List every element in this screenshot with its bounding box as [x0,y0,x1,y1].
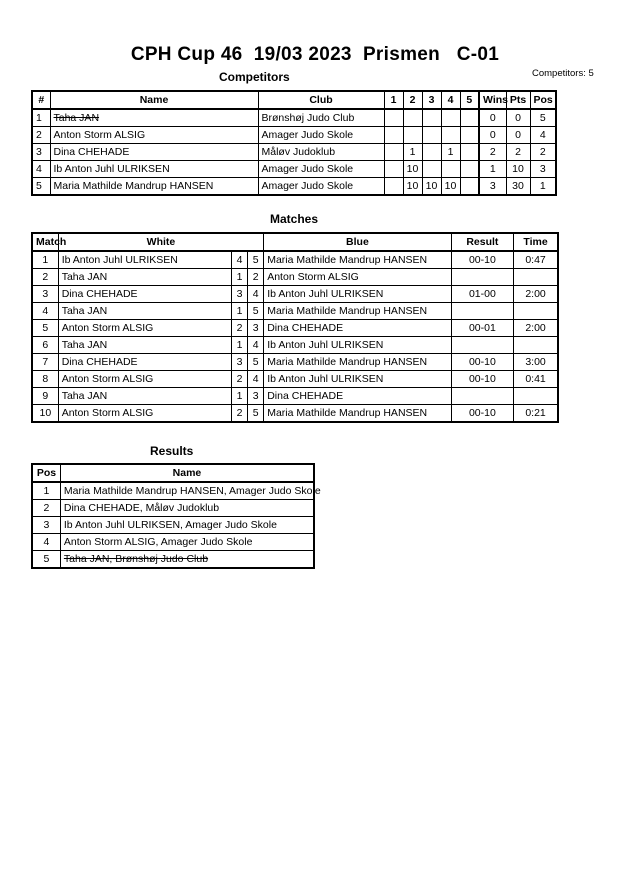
competitor-club: Amager Judo Skole [258,161,384,178]
col-time: Time [514,233,558,251]
white-number: 1 [232,269,248,286]
match-time: 2:00 [514,286,558,303]
white-competitor: Ib Anton Juhl ULRIKSEN [58,251,231,269]
match-row [32,269,558,286]
col-round-5: 5 [460,91,479,109]
white-competitor: Dina CHEHADE [58,354,231,371]
competitor-club: Amager Judo Skole [258,178,384,196]
match-row [32,251,558,269]
match-row [32,371,558,388]
result-pos: 2 [32,500,60,517]
competitor-pos: 2 [530,144,556,161]
competitor-name: Anton Storm ALSIG [50,127,258,144]
white-number: 3 [232,354,248,371]
competitor-num: 5 [32,178,50,196]
match-row [32,354,558,371]
match-row [32,320,558,337]
white-competitor: Anton Storm ALSIG [58,371,231,388]
competitor-wins: 3 [479,178,506,196]
competitor-row [32,109,556,127]
round-score-r2: 10 [403,178,422,196]
result-row [32,534,314,551]
match-number: 7 [32,354,58,371]
competitors-table [31,90,557,196]
white-competitor: Taha JAN [58,303,231,320]
competitor-name: Dina CHEHADE [50,144,258,161]
round-score-r3 [422,144,441,161]
competitor-num: 4 [32,161,50,178]
blue-number: 5 [248,354,264,371]
match-number: 8 [32,371,58,388]
blue-number: 5 [248,405,264,423]
matches-header-row [32,233,558,251]
results-heading: Results [150,444,194,458]
round-score-r2 [403,127,422,144]
matches-table [31,232,559,423]
match-row [32,405,558,423]
blue-competitor: Maria Mathilde Mandrup HANSEN [264,405,451,423]
round-score-r4: 10 [441,178,460,196]
competitor-row [32,127,556,144]
col-result-pos: Pos [32,464,60,482]
col-white: White [58,233,264,251]
competitor-wins: 0 [479,109,506,127]
competitors-count: Competitors: 5 [532,68,594,79]
white-competitor: Taha JAN [58,388,231,405]
round-score-r5 [460,178,479,196]
competitor-wins: 2 [479,144,506,161]
white-number: 1 [232,303,248,320]
white-number: 2 [232,371,248,388]
col-pos: Pos [530,91,556,109]
match-number: 3 [32,286,58,303]
round-score-r5 [460,109,479,127]
blue-competitor: Maria Mathilde Mandrup HANSEN [264,303,451,320]
round-score-r2 [403,109,422,127]
blue-competitor: Ib Anton Juhl ULRIKSEN [264,337,451,354]
col-match: Match [32,233,58,251]
competitor-pts: 30 [506,178,530,196]
result-row [32,500,314,517]
match-result [451,337,513,354]
competitor-pts: 10 [506,161,530,178]
match-time [514,269,558,286]
match-number: 4 [32,303,58,320]
white-competitor: Taha JAN [58,337,231,354]
competitor-name: Taha JAN [50,109,258,127]
matches-heading: Matches [270,212,319,226]
competitor-club: Måløv Judoklub [258,144,384,161]
col-blue: Blue [264,233,451,251]
match-row [32,388,558,405]
competitor-num: 3 [32,144,50,161]
result-row [32,482,314,500]
blue-competitor: Anton Storm ALSIG [264,269,451,286]
competitor-pos: 5 [530,109,556,127]
white-competitor: Dina CHEHADE [58,286,231,303]
match-time: 0:41 [514,371,558,388]
result-name: Ib Anton Juhl ULRIKSEN, Amager Judo Skole [60,517,314,534]
competitor-num: 1 [32,109,50,127]
white-number: 2 [232,405,248,423]
col-round-4: 4 [441,91,460,109]
competitor-club: Brønshøj Judo Club [258,109,384,127]
match-number: 9 [32,388,58,405]
result-pos: 1 [32,482,60,500]
match-time [514,337,558,354]
blue-number: 5 [248,303,264,320]
blue-number: 4 [248,371,264,388]
match-row [32,303,558,320]
round-score-r1 [384,109,403,127]
blue-competitor: Maria Mathilde Mandrup HANSEN [264,251,451,269]
match-time [514,303,558,320]
round-score-r5 [460,161,479,178]
competitor-pts: 0 [506,127,530,144]
col-wins: Wins [479,91,506,109]
competitor-club: Amager Judo Skole [258,127,384,144]
col-result: Result [451,233,513,251]
competitors-heading: Competitors [219,70,290,84]
round-score-r1 [384,161,403,178]
round-score-r4 [441,161,460,178]
competitor-pts: 2 [506,144,530,161]
col-round-3: 3 [422,91,441,109]
round-score-r1 [384,178,403,196]
competitor-row [32,161,556,178]
white-number: 4 [232,251,248,269]
result-name: Anton Storm ALSIG, Amager Judo Skole [60,534,314,551]
col-club: Club [258,91,384,109]
result-name: Taha JAN, Brønshøj Judo Club [60,551,314,569]
competitor-name: Ib Anton Juhl ULRIKSEN [50,161,258,178]
match-result: 00-10 [451,354,513,371]
result-pos: 4 [32,534,60,551]
result-row [32,551,314,569]
col-result-name: Name [60,464,314,482]
match-result: 00-10 [451,251,513,269]
results-header-row [32,464,314,482]
result-pos: 3 [32,517,60,534]
competitor-pos: 3 [530,161,556,178]
blue-competitor: Maria Mathilde Mandrup HANSEN [264,354,451,371]
competitor-pos: 1 [530,178,556,196]
round-score-r3 [422,127,441,144]
blue-competitor: Ib Anton Juhl ULRIKSEN [264,371,451,388]
round-score-r4: 1 [441,144,460,161]
match-result: 00-10 [451,405,513,423]
match-row [32,337,558,354]
competitors-header-row [32,91,556,109]
match-number: 2 [32,269,58,286]
blue-number: 4 [248,286,264,303]
match-time: 2:00 [514,320,558,337]
match-result [451,303,513,320]
match-time: 3:00 [514,354,558,371]
white-number: 1 [232,337,248,354]
match-number: 6 [32,337,58,354]
match-result [451,388,513,405]
blue-competitor: Ib Anton Juhl ULRIKSEN [264,286,451,303]
blue-competitor: Dina CHEHADE [264,320,451,337]
round-score-r1 [384,144,403,161]
result-pos: 5 [32,551,60,569]
competitor-pts: 0 [506,109,530,127]
competitor-num: 2 [32,127,50,144]
round-score-r3 [422,161,441,178]
round-score-r2: 1 [403,144,422,161]
competitor-row [32,178,556,196]
result-row [32,517,314,534]
blue-number: 5 [248,251,264,269]
round-score-r4 [441,109,460,127]
col-round-1: 1 [384,91,403,109]
result-name: Maria Mathilde Mandrup HANSEN, Amager Judo Skole [60,482,314,500]
match-result: 01-00 [451,286,513,303]
blue-number: 3 [248,388,264,405]
col-round-2: 2 [403,91,422,109]
match-number: 10 [32,405,58,423]
match-time [514,388,558,405]
col-num: # [32,91,50,109]
results-table [31,463,321,569]
round-score-r2: 10 [403,161,422,178]
match-result [451,269,513,286]
competitor-wins: 1 [479,161,506,178]
match-time: 0:21 [514,405,558,423]
competitor-row [32,144,556,161]
match-time: 0:47 [514,251,558,269]
round-score-r4 [441,127,460,144]
blue-competitor: Dina CHEHADE [264,388,451,405]
white-number: 2 [232,320,248,337]
competitor-pos: 4 [530,127,556,144]
competitor-name: Maria Mathilde Mandrup HANSEN [50,178,258,196]
round-score-r3: 10 [422,178,441,196]
blue-number: 3 [248,320,264,337]
white-number: 3 [232,286,248,303]
match-result: 00-01 [451,320,513,337]
match-number: 5 [32,320,58,337]
match-number: 1 [32,251,58,269]
white-number: 1 [232,388,248,405]
match-row [32,286,558,303]
white-competitor: Anton Storm ALSIG [58,320,231,337]
round-score-r5 [460,144,479,161]
blue-number: 2 [248,269,264,286]
result-name: Dina CHEHADE, Måløv Judoklub [60,500,314,517]
round-score-r3 [422,109,441,127]
col-pts: Pts [506,91,530,109]
round-score-r5 [460,127,479,144]
match-result: 00-10 [451,371,513,388]
page-title: CPH Cup 46 19/03 2023 Prismen C-01 [130,44,500,65]
blue-number: 4 [248,337,264,354]
white-competitor: Anton Storm ALSIG [58,405,231,423]
col-name: Name [50,91,258,109]
round-score-r1 [384,127,403,144]
white-competitor: Taha JAN [58,269,231,286]
competitor-wins: 0 [479,127,506,144]
